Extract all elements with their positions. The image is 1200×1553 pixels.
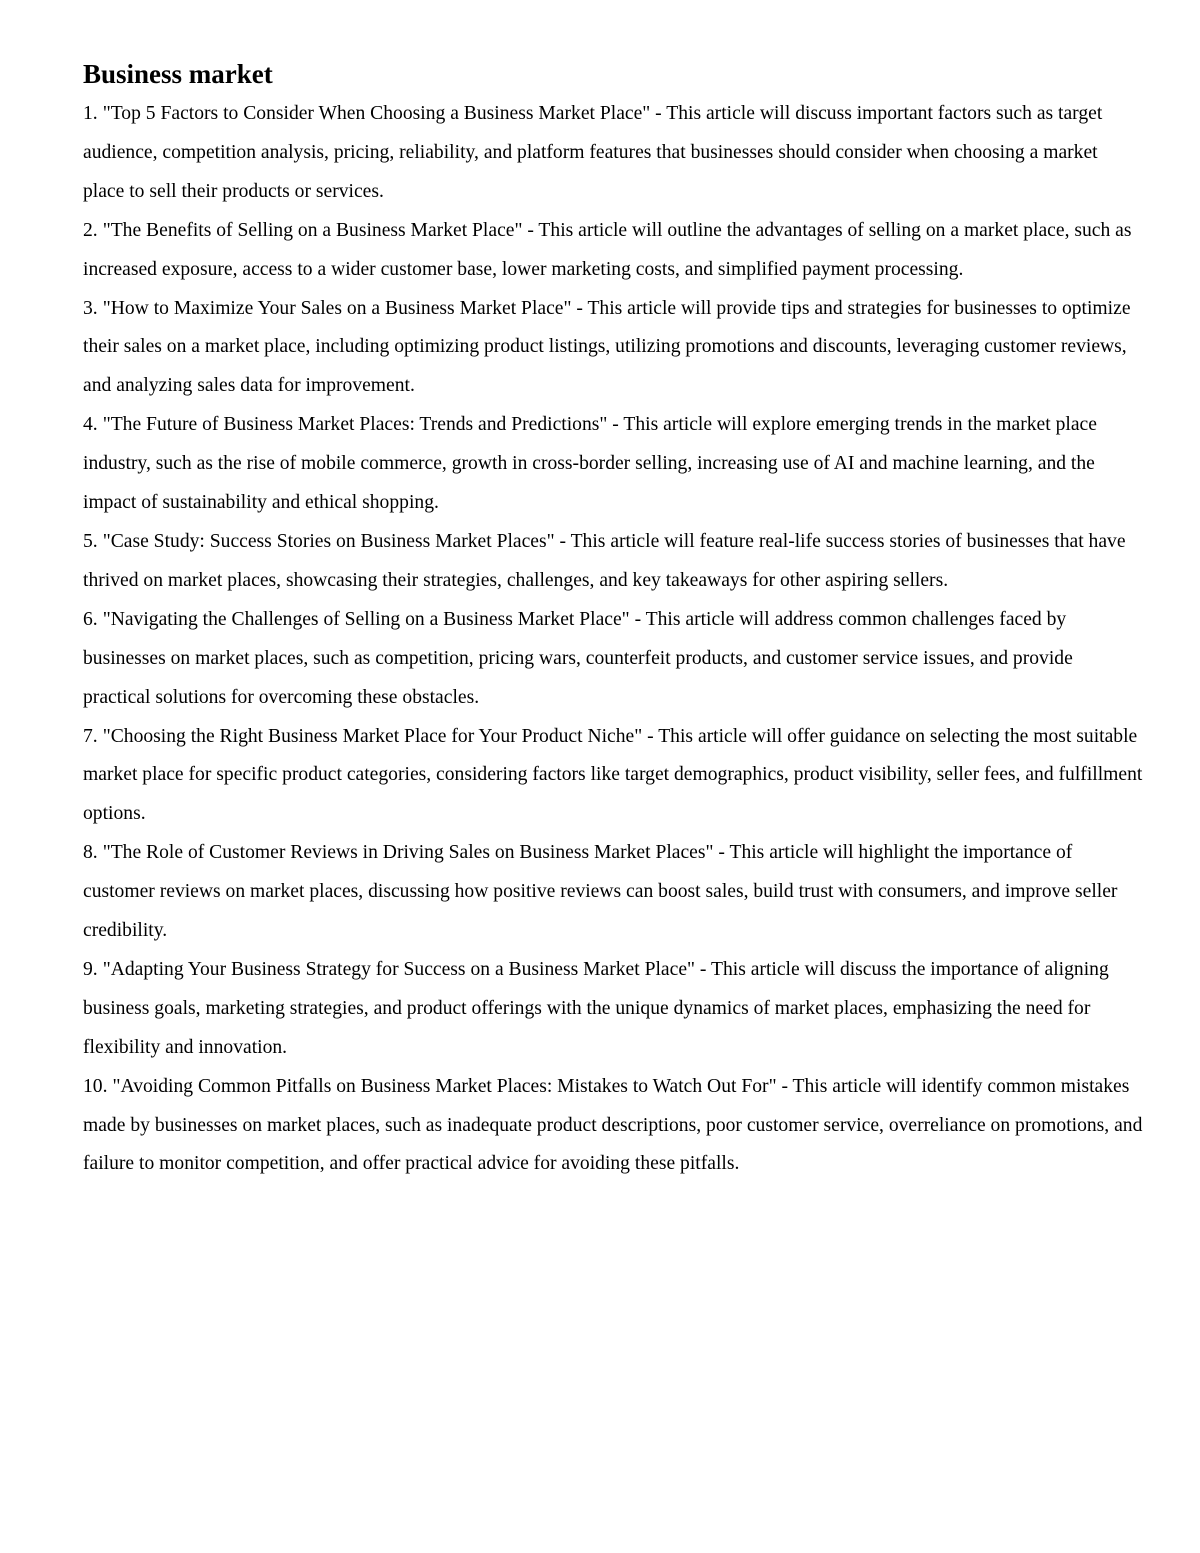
item-number: 2. — [83, 219, 98, 241]
list-item — [83, 718, 1143, 835]
item-number: 3. — [83, 297, 98, 319]
item-number: 7. — [83, 725, 98, 747]
item-number: 4. — [83, 414, 98, 436]
list-item — [83, 1068, 1143, 1185]
list-item — [83, 95, 1143, 212]
item-number: 5. — [83, 530, 98, 552]
item-text: "The Role of Customer Reviews in Driving Sales on Business Market Places" - This article will highlight the importance of customer reviews on market places, discussing how positive reviews can boost sales, build trust with consumers, and improve seller credibility. — [83, 842, 1118, 942]
document-page — [83, 56, 1143, 1184]
article-list — [83, 95, 1143, 1184]
list-item — [83, 601, 1143, 718]
item-text: "Adapting Your Business Strategy for Success on a Business Market Place" - This article will discuss the importance of aligning business goals, marketing strategies, and product offerings with the unique dynamics of market places, emphasizing the need for flexibility and innovation. — [83, 958, 1109, 1058]
item-number: 10. — [83, 1075, 108, 1097]
list-item — [83, 406, 1143, 523]
list-item — [83, 523, 1143, 601]
list-item — [83, 212, 1143, 290]
item-number: 1. — [83, 103, 98, 124]
item-text: "How to Maximize Your Sales on a Business Market Place" - This article will provide tips and strategies for businesses to optimize their sales on a market place, including optimizing product listings, utilizing promotions and discounts, leveraging customer reviews, and analyzing sales data for improvement. — [83, 297, 1131, 397]
item-text: "The Future of Business Market Places: Trends and Predictions" - This article will explore emerging trends in the market place industry, such as the rise of mobile commerce, growth in cross-border selling, increasing use of AI and machine learning, and the impact of sustainability and ethical shopping. — [83, 414, 1097, 514]
item-number: 6. — [83, 608, 98, 630]
item-text: "Choosing the Right Business Market Place for Your Product Niche" - This article will offer guidance on selecting the most suitable market place for specific product categories, considering factors like target demographics, product visibility, seller fees, and fulfillment options. — [83, 725, 1143, 825]
item-number: 8. — [83, 842, 98, 864]
document-title: Business market — [83, 59, 273, 89]
list-item — [83, 834, 1143, 951]
item-text: "Case Study: Success Stories on Business Market Places" - This article will feature real-life success stories of businesses that have thrived on market places, showcasing their strategies, challenges, and key takeaways for other aspiring sellers. — [83, 530, 1126, 591]
item-text: "Top 5 Factors to Consider When Choosing a Business Market Place" - This article will discuss important factors such as target audience, competition analysis, pricing, reliability, and platform features that businesses should consider when choosing a market place to sell their products or services. — [83, 103, 1103, 202]
list-item — [83, 951, 1143, 1068]
list-item — [83, 290, 1143, 407]
item-text: "Avoiding Common Pitfalls on Business Market Places: Mistakes to Watch Out For" - This article will identify common mistakes made by businesses on market places, such as inadequate product descriptions, poor customer service, overreliance on promotions, and failure to monitor competition, and offer practical advice for avoiding these pitfalls. — [83, 1075, 1143, 1175]
item-number: 9. — [83, 958, 98, 980]
item-text: "The Benefits of Selling on a Business Market Place" - This article will outline the advantages of selling on a market place, such as increased exposure, access to a wider customer base, lower marketing costs, and simplified payment processing. — [83, 219, 1132, 280]
item-text: "Navigating the Challenges of Selling on a Business Market Place" - This article will address common challenges faced by businesses on market places, such as competition, pricing wars, counterfeit products, and customer service issues, and provide practical solutions for overcoming these obstacles. — [83, 608, 1073, 708]
